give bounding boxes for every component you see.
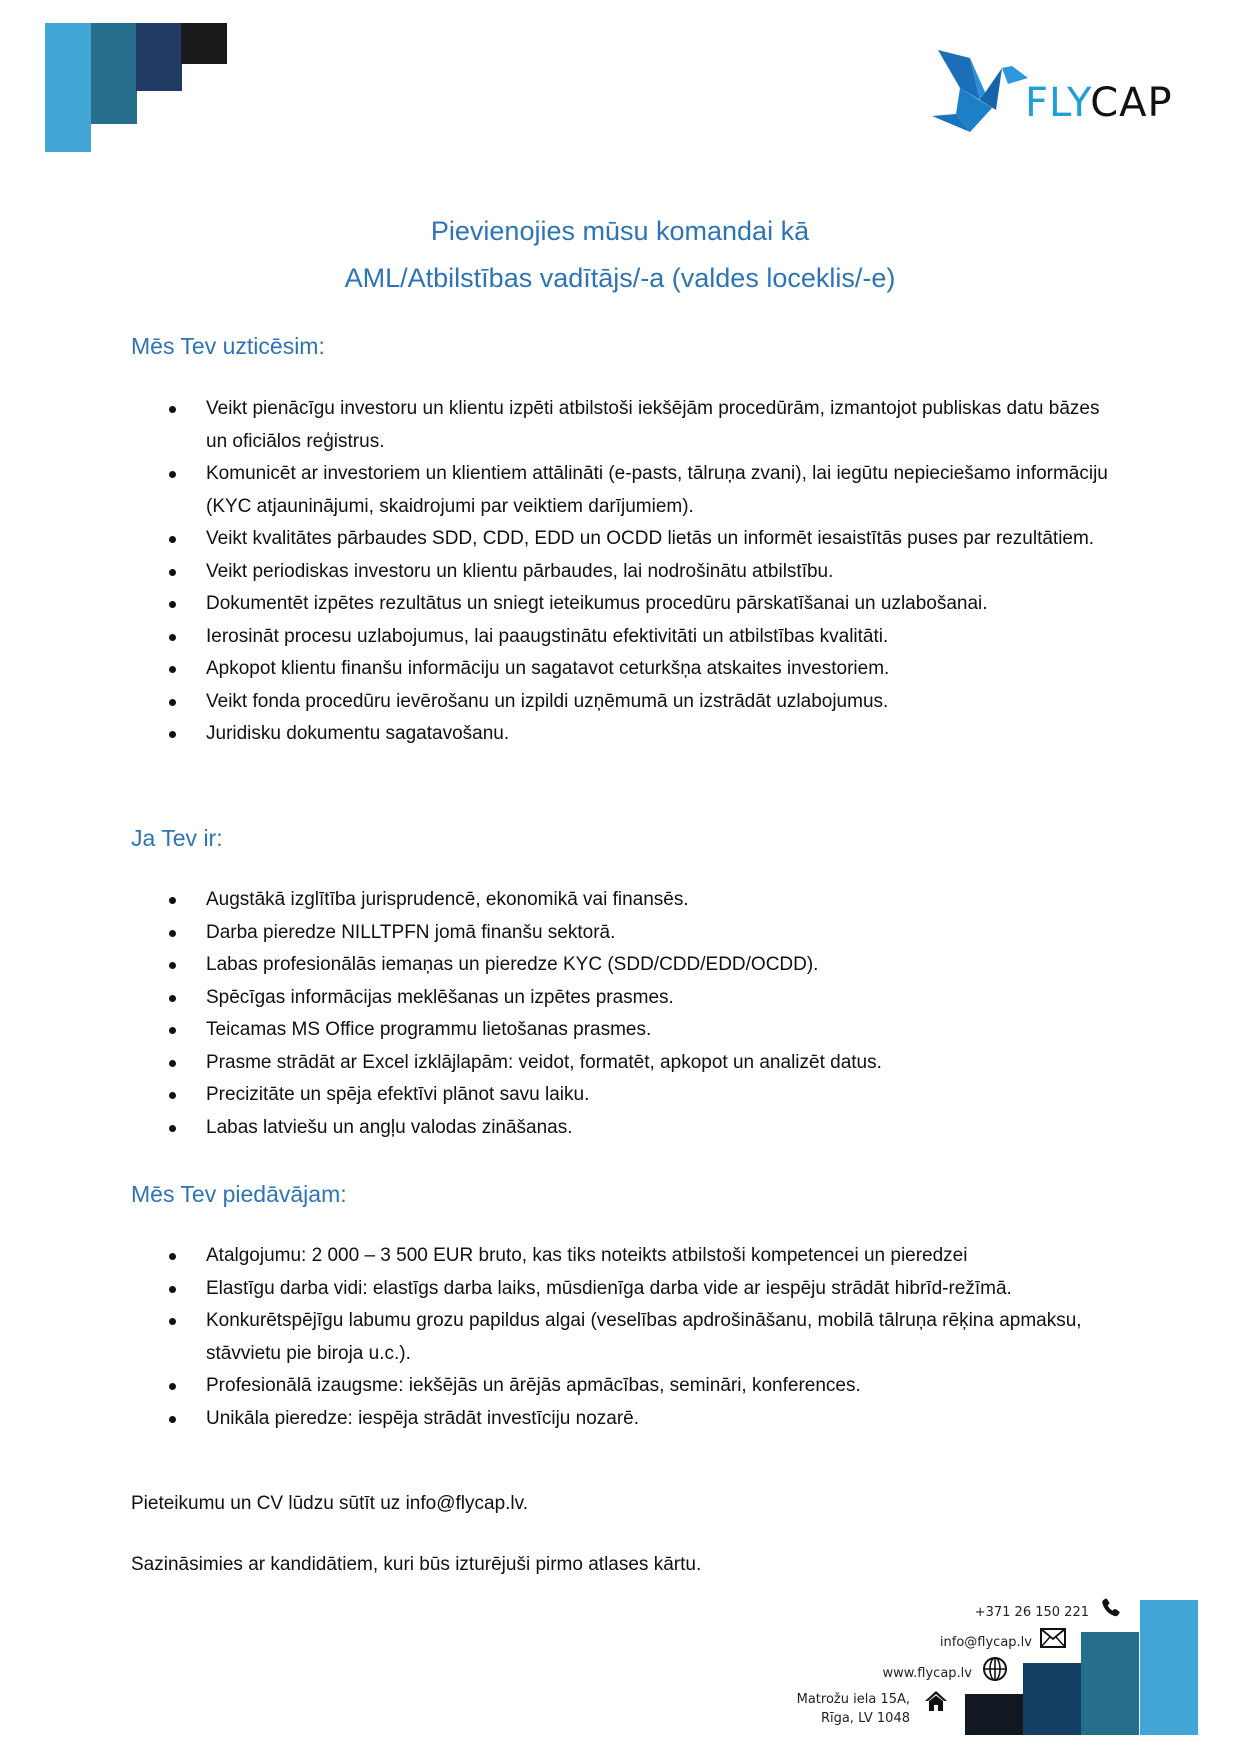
globe-icon [982, 1656, 1008, 1687]
list-item: Elastīgu darba vidi: elastīgs darba laiks, mūsdienīga darba vide ar iespēju strādāt hibrīd-režīmā. [131, 1273, 1111, 1306]
footer-address [797, 1690, 910, 1728]
address-line-1: Matrožu iela 15A, [796, 1692, 910, 1707]
bullet-icon [169, 666, 176, 673]
footer-email[interactable]: info@flycap.lv [939, 1635, 1032, 1650]
footer-website[interactable]: www.flycap.lv [882, 1666, 972, 1681]
responsibilities-list [131, 393, 1111, 751]
bullet-icon [169, 1125, 176, 1132]
list-item: Teicamas MS Office programmu lietošanas prasmes. [131, 1014, 1111, 1047]
list-item: Prasme strādāt ar Excel izklājlapām: veidot, formatēt, apkopot un analizēt datus. [131, 1047, 1111, 1080]
footer-bar-light-blue [1140, 1600, 1198, 1735]
title-line-1: Pievienojies mūsu komandai kā [430, 216, 810, 246]
bullet-icon [169, 1060, 176, 1067]
deco-bar-light-blue [45, 23, 91, 152]
list-item: Veikt fonda procedūru ievērošanu un izpildi uzņēmumā un izstrādāt uzlabojumus. [131, 686, 1111, 719]
deco-bar-teal [91, 23, 137, 124]
page-title [0, 208, 1240, 302]
bullet-icon [169, 1416, 176, 1423]
address-line-2: Rīga, LV 1048 [820, 1711, 910, 1726]
bullet-icon [169, 699, 176, 706]
footer-bar-navy [1023, 1663, 1081, 1735]
logo-wordmark [1025, 80, 1173, 126]
list-item: Precizitāte un spēja efektīvi plānot savu laiku. [131, 1079, 1111, 1112]
bullet-icon [169, 1092, 176, 1099]
deco-bar-navy [136, 23, 182, 91]
list-item: Unikāla pieredze: iespēja strādāt investīciju nozarē. [131, 1403, 1111, 1436]
bullet-icon [169, 731, 176, 738]
list-item: Labas latviešu un angļu valodas zināšanas. [131, 1112, 1111, 1145]
list-item: Profesionālā izaugsme: iekšējās un ārējās apmācības, semināri, konferences. [131, 1370, 1111, 1403]
bullet-icon [169, 1383, 176, 1390]
list-item: Ierosināt procesu uzlabojumus, lai paaugstinātu efektivitāti un atbilstības kvalitāti. [131, 621, 1111, 654]
envelope-icon [1040, 1628, 1066, 1653]
apply-instructions: Pieteikumu un CV lūdzu sūtīt uz info@flycap.lv. [131, 1493, 529, 1514]
bullet-icon [169, 536, 176, 543]
list-item: Dokumentēt izpētes rezultātus un sniegt ieteikumus procedūru pārskatīšanai un uzlabošanai. [131, 588, 1111, 621]
list-item: Augstākā izglītība jurisprudencē, ekonomikā vai finansēs. [131, 884, 1111, 917]
bullet-icon [169, 897, 176, 904]
list-item: Apkopot klientu finanšu informāciju un sagatavot ceturkšņa atskaites investoriem. [131, 653, 1111, 686]
list-item: Komunicēt ar investoriem un klientiem attālināti (e-pasts, tālruņa zvani), lai iegūtu nepieciešamo informāciju (KYC atjauninājumi, skaidrojumi par veiktiem darījumiem). [131, 458, 1111, 523]
flycap-logo [930, 48, 1200, 138]
bullet-icon [169, 930, 176, 937]
home-icon [924, 1690, 948, 1717]
bullet-icon [169, 569, 176, 576]
list-item: Atalgojumu: 2 000 – 3 500 EUR bruto, kas tiks noteikts atbilstoši kompetencei un pieredzei [131, 1240, 1111, 1273]
list-item: Veikt kvalitātes pārbaudes SDD, CDD, EDD un OCDD lietās un informēt iesaistītās puses par rezultātiem. [131, 523, 1111, 556]
deco-bar-dark [181, 23, 227, 64]
bullet-icon [169, 995, 176, 1002]
contact-note: Sazināsimies ar kandidātiem, kuri būs izturējuši pirmo atlases kārtu. [131, 1554, 702, 1575]
bullet-icon [169, 962, 176, 969]
list-item: Veikt pienācīgu investoru un klientu izpēti atbilstoši iekšējām procedūrām, izmantojot publiskas datu bāzes un oficiālos reģistrus. [131, 393, 1111, 458]
list-item: Spēcīgas informācijas meklēšanas un izpētes prasmes. [131, 982, 1111, 1015]
list-item: Konkurētspējīgu labumu grozu papildus algai (veselības apdrošināšanu, mobilā tālruņa rēķina apmaksu, stāvvietu pie biroja u.c.). [131, 1305, 1111, 1370]
logo-cap-text: CAP [1090, 80, 1173, 126]
bullet-icon [169, 1318, 176, 1325]
section-heading-offer: Mēs Tev piedāvājam: [131, 1181, 347, 1207]
bullet-icon [169, 634, 176, 641]
section-heading-responsibilities: Mēs Tev uzticēsim: [131, 333, 325, 359]
logo-fly-text: FLY [1025, 80, 1091, 126]
phone-icon [1098, 1596, 1124, 1627]
list-item: Veikt periodiskas investoru un klientu pārbaudes, lai nodrošinātu atbilstību. [131, 556, 1111, 589]
bullet-icon [169, 406, 176, 413]
bullet-icon [169, 1286, 176, 1293]
title-line-2: AML/Atbilstības vadītājs/-a (valdes loceklis/-e) [344, 263, 896, 293]
bullet-icon [169, 1253, 176, 1260]
list-item: Labas profesionālās iemaņas un pieredze KYC (SDD/CDD/EDD/OCDD). [131, 949, 1111, 982]
footer-bar-dark [965, 1694, 1023, 1735]
list-item: Darba pieredze NILLTPFN jomā finanšu sektorā. [131, 917, 1111, 950]
bullet-icon [169, 601, 176, 608]
requirements-list [131, 884, 1111, 1144]
section-heading-requirements: Ja Tev ir: [131, 825, 223, 851]
bullet-icon [169, 471, 176, 478]
bullet-icon [169, 1027, 176, 1034]
footer-bar-teal [1081, 1632, 1139, 1735]
footer-phone[interactable]: +371 26 150 221 [974, 1605, 1089, 1620]
offer-list [131, 1240, 1111, 1435]
list-item: Juridisku dokumentu sagatavošanu. [131, 718, 1111, 751]
origami-bird-icon [930, 48, 1030, 133]
